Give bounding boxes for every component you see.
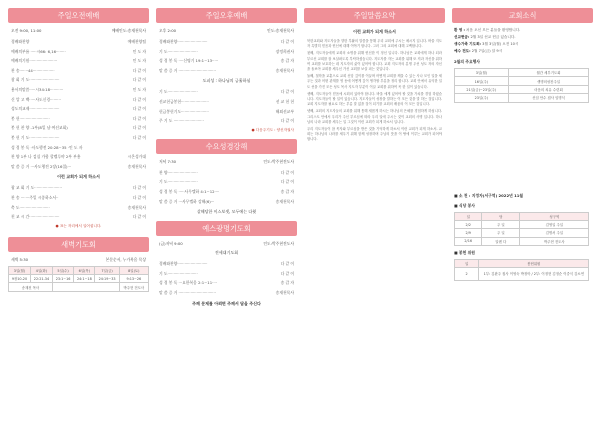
order-row: 성 경 봉 독 ·사도행전 20:28~35 ·인 도 자 (11, 144, 83, 150)
order-row: 광 교 회 기 도······················· 다 같 이 (11, 185, 146, 191)
next-prayer-note: ● 다음주기도 : 양신자권사 (251, 127, 294, 132)
events-heading: 2월의 주요행사 (454, 59, 480, 64)
table-row: 3일(월) 월간 세부기도회 (455, 69, 589, 77)
order-row: 신 앙 고 백·····사도신경········· 다 같 이 (11, 96, 146, 102)
friday-info (156, 236, 297, 250)
summary-paragraph: 우리 지도자들이 참 목자와 부르심을 받은 것을 기억하게 하소서 이런 교회가 되게 하소서. 교회는 하나님의 나라를 세우기 위해 함께 성장하며 주님의 뜻을 이 땅에 이루는 교회가 되어야 합니다. (307, 127, 442, 142)
order-row: 말 씀 증 거 ···사도행전 2장(16절)··· 송재천목사 (11, 163, 146, 169)
dawn-prayer-header: 새벽기도회 (8, 237, 149, 252)
wednesday-order (156, 168, 297, 206)
order-row: 기 도························· 장정희권사 (159, 48, 294, 54)
afternoon-leader: 인도:송재천목사 (267, 28, 294, 33)
friday-subtitle: 전세대기도회 (214, 250, 239, 256)
summary-paragraph: 둘째, 철학을 교훈으로 교회 신앙 깊이를 이끌며 어떻게 교회를 깨울 수 있는 사나 모인 일을 세우는 것과 어떤 관계를 영 동에 어떻게 깊이 생각할 부분을 정리 합니다. 교회 안에서 유익한 일도 선을 가진 모든 성도 목사 지도자 부분이 이끌 교회를 위하여 꼭 한 일이 있습니다. (307, 74, 442, 89)
sermon-title: 이런 교회가 되게 하소서 (57, 174, 100, 180)
worship-time: 오전 9:00, 11:00 (11, 28, 42, 33)
order-row: 선교헌금봉헌······················· 선 교 헌 헌 (159, 98, 294, 104)
summary-title: 이런 교회가 되게 하소서 (353, 29, 396, 34)
order-row: 봉 헌 찬 양 -1부(8일 남·여선교회) 다 같 이 (11, 125, 146, 131)
order-row: 용서의말씀·····시34:18··········· 인 도 자 (11, 86, 146, 92)
wednesday-sermon-title: 살해당한 이스보셋, 모두에는 다윗 (196, 209, 257, 215)
order-row: 말 씀 증 거 ······························· 송재천목사 (159, 67, 294, 73)
announcement-item: 생수가족 기도회: 3월 3일(월) 오전 10시 (454, 42, 519, 46)
order-row: 찬 송·······44·················· 다 같 이 (11, 67, 146, 73)
order-row: 경배와찬양 예배찬양팀 (11, 39, 146, 44)
order-row: 성 경 봉 독 ·····사무엘하 4:1~12···· 송 갑 자 (159, 188, 294, 194)
order-row: 예배의부름 ·····시66: 6,16········ 인 도 자 (11, 48, 146, 54)
table-row: 16일(주) 생명의성찬주일 (455, 77, 589, 85)
sermon-summary-header: 주일말씀요약 (304, 8, 445, 23)
wednesday-header: 수요성경강해 (156, 139, 297, 154)
dawn-text: 본문순서, 누가복음 묵상 (105, 256, 146, 262)
order-row: 말 씀 증 거 ···사무엘하 강해(6)··· 송재천목사 (159, 198, 294, 204)
order-row: 친 교 시 간························· 다 같 이 (11, 214, 146, 220)
morning-worship-info (8, 23, 149, 37)
dawn-prayer-info (8, 252, 149, 266)
order-row: 주 기 도 ························· 다 같 이 (159, 118, 294, 124)
announcements (452, 27, 593, 55)
meal-service-table (454, 212, 589, 247)
memorial-note: ■ 소 천 : 지정자(서구역) 2022년 11월 (454, 192, 524, 198)
order-row: 참 회 기 도························· 다 같 이 (11, 77, 146, 83)
order-row: 기 도························· 다 같 이 (159, 179, 294, 185)
table-row: 2/2 주 일 김영일 주일 (455, 220, 589, 228)
announcement-item: 선교헌금: 2월 3일 선교 헌금 있습니다. (454, 35, 516, 39)
order-row: 봉 헌 기 도························· 다 같 이 (11, 134, 146, 140)
order-row: 경배와찬양························· 다 같 이 (159, 39, 294, 44)
table-row: 9장10-20 22:21-34 23:1~16 24:1~18 24:19~33 9:13~26 (9, 275, 149, 283)
order-row: 예배의기원······················· 인 도 자 (11, 58, 146, 64)
friday-prayer-header: 예스광명기도회 (156, 221, 297, 236)
afternoon-order-closing (156, 87, 297, 125)
table-header-row: 3일(월) 4일(화) 5일(수) 6일(목) 7일(금) 8일(토) (9, 266, 149, 274)
table-header-row: 일 당 성구역 (455, 212, 589, 220)
offering-table (454, 259, 589, 281)
summary-paragraph: 넷째, 교회의 지도자들의 교회를 위해 통해 새롭게 하시는 하나님의 은혜를 경험하게 하십니다. 그리스도 안에서 우리가 주신 부르심에 따라 우리 일에 주시는 것이 교회의 사명 입니다. 하나님의 나라 교회를 세우는 일 그것이 이런 교회가 되게 하소서 입니다. (307, 109, 442, 124)
table-row: 송재천 목사 박주현 전도사 (9, 283, 149, 291)
table-row: 23일(주) 신임 안수 집사 임명식 (455, 94, 589, 102)
morning-order (8, 37, 149, 171)
table-row: 21일(금)~23일(주) 마음의 치유 수련회 (455, 85, 589, 93)
order-row: 기 도························· 다 같 이 (159, 270, 294, 276)
order-row: 성도의교제························· 다 같 이 (11, 106, 146, 112)
dawn-schedule-table (8, 266, 149, 292)
friday-time: (금)저녁 9:00 (159, 241, 183, 247)
morning-worship-header: 주일오전예배 (8, 8, 149, 23)
meal-service-heading: ■ 식당 봉사 (454, 202, 475, 208)
sermon-summary-column (304, 8, 445, 143)
worship-leader: 예배인도:송재천목사 (111, 28, 146, 33)
friday-order (156, 259, 297, 297)
afternoon-sermon-title: 도피성 : 하나님의 긍휼하심 (202, 78, 251, 84)
summary-paragraph: 북한교회와 지도자들을 향한 부활의 말씀을 통해 우리 교회에 주시는 메시지 입니다. 바울 지도자 특별히 믿음과 헌신에 대해 이야기 합니다. 그러 그의 교회에 대해 고백합니다. (307, 39, 442, 49)
order-row: 성 경 봉 독 ···요한복음 2:1~11···· 송 갑 자 (159, 280, 294, 286)
afternoon-worship-header: 주일오후예배 (156, 8, 297, 23)
afternoon-worship-column (156, 8, 297, 310)
table-row: 2/16 알렌 다 박주현 전도사 (455, 237, 589, 245)
announcement-item: 환 영 : 처음 오신 모든 분들을 환영합니다. (454, 28, 521, 32)
table-header-row: 일 봉헌위원 (455, 260, 589, 268)
order-row: 축 도························· 송재천목사 (11, 204, 146, 210)
order-row: 경배와찬양························· 다 같 이 (159, 261, 294, 267)
order-row: 찬 송 ·······주일 시종하소서·· 다 같 이 (11, 194, 146, 200)
offering-heading: ■ 봉헌 위원 (454, 250, 475, 255)
order-row: 기 도························· 다 같 이 (159, 89, 294, 95)
church-news-header: 교회소식 (452, 8, 593, 23)
wednesday-info (156, 154, 297, 168)
church-news-column (452, 8, 593, 281)
order-row: 찬 양························· 다 같 이 (159, 169, 294, 175)
standing-note: ● 표는 자리에서 일어섭니다. (55, 223, 102, 228)
afternoon-info (156, 23, 297, 37)
announcement-item: 예수 전도: 2월 7일(금) 알 9시 (454, 49, 503, 53)
summary-paragraph: 첫째, 지도자들에게 교회의 소명을 위해 헌신한 이 정신 입니다. 하나님은 교회에게 하나 되라 부르신 교회를 잘 보살펴도록 부탁하셨습니다. 지도자를 자는 교회를 위해 또 직과 자신을 위하여 교회를 보호하는 데 지도자의 삶이 있어야 합니다. 교회 지도자의 분명 우선 성도 자의 자신을 돌보아 교회를 세우신 가신 교회를 보살 피는 것입니다. (307, 51, 442, 72)
afternoon-order (156, 37, 297, 75)
afternoon-time: 오후 2:00 (159, 28, 177, 33)
table-row: 2 1부: 김완주 집사 이영숙 박정아 / 2부: 이정현 김정순 이중식 김소연 (455, 268, 589, 281)
order-row: 성 경 봉 독 ····신명기 19:1~13····· 송 갑 자 (159, 58, 294, 64)
table-row: 2/9 주 일 김명서 주일 (455, 229, 589, 237)
dawn-time: 새벽 5:30 (11, 256, 29, 262)
summary-paragraph: 셋째, 지도자들이 믿음에 시회의 있어야 합니다. 바울 에게 있어야 할 것을 가치를 경험 하였습니다. 지도자들이 할 일이 있습니다. 지도자들이 성장을 말하는 이 모든 것을 말 하는 것입니다. 교회 지도자를 필요로 하는 부름 말 없을 것이 되기를 교회의 배움의 이 모든 것입니다. (307, 91, 442, 107)
order-row: 헌금봉헌기도······················· 해외선교부 (159, 108, 294, 114)
wednesday-leader: 인도:박주현전도사 (263, 158, 294, 164)
morning-order-closing (8, 183, 149, 221)
order-row: 찬 양 1부 나 검십 가합 할렐루야 2부 부흥 시온성가대 (11, 154, 146, 160)
friday-leader: 인도:박주현전도사 (263, 241, 294, 247)
morning-worship-column (8, 8, 149, 292)
order-row: 말 씀 증 거 ······························· 송재천목사 (159, 289, 294, 295)
wednesday-time: 저녁 7:30 (159, 158, 177, 164)
events-table (454, 68, 589, 103)
order-row: 봉 헌························· 다 같 이 (11, 115, 146, 121)
friday-sermon-title: 주께 문제를 아뢰면 주께서 답을 주신다 (192, 300, 261, 306)
